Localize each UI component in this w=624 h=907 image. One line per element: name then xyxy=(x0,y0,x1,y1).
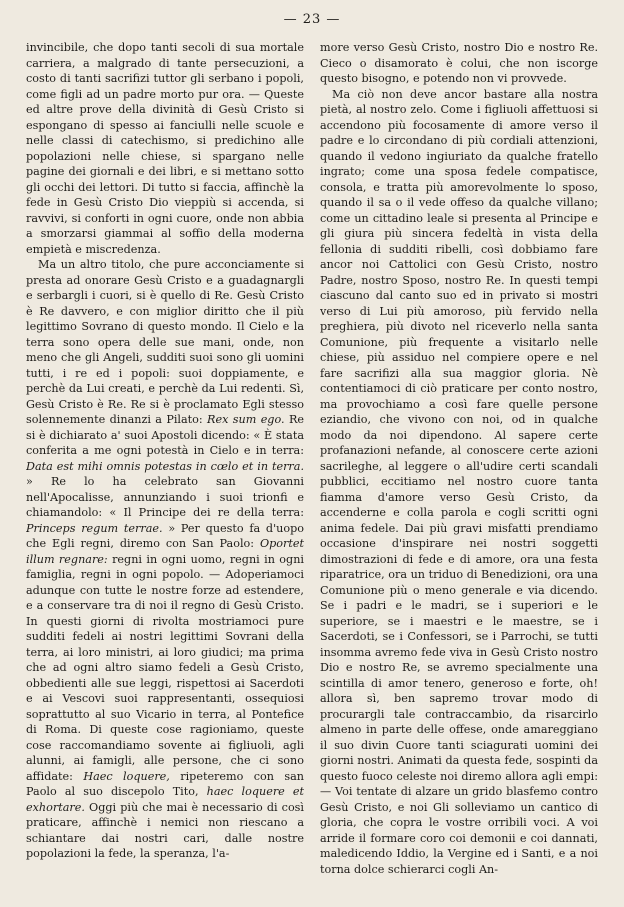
text-run: regni in ogni uomo, regni in ogni famiglia, regni in ogni popolo. — Adoperiamoci adunque con tutte le nostre forze ad estendere, e a conservare tra di noi il regno di Gesù Cristo. In questi giorni di rivolta mostriamoci pure sudditi fedeli ai nostri legittimi Sovrani della terra, ai loro ministri, ai loro giudici; ma prima che ad ogni altro siamo fedeli a Gesù Cristo, obbedienti alle sue leggi, rispettosi ai Sacerdoti e ai Vescovi suoi rappresentanti, ossequiosi soprattutto al suo Vicario in terra, al Pontefice di Roma. Di queste cose ragioniamo, queste cose raccomandiamo sovente ai figliuoli, agli alunni, ai famigli, alle persone, che ci sono affidate: xyxy=(26,552,304,783)
text-run: Ma ciò non deve ancor bastare alla nostra pietà, al nostro zelo. Come i figliuoli affettuosi si accendono più focosamente di amore verso il padre e lo circondano di più cordiali attenzioni, quando il vedono ingiuriato da qualche fratello ingrato; come una sposa fedele compatisce, consola, e tratta più amorevolmente lo sposo, quando il sa o il vede offeso da qualche villano; come un cittadino leale si presenta al Principe e gli giura più sincera fedeltà in vista della fellonia di sudditi ribelli, così dobbiamo fare ancor noi Cattolici con Gesù Cristo, nostro Padre, nostro Sposo, nostro Re. In questi tempi ciascuno dal canto suo ed in privato si mostri verso di Lui più amoroso, più fervido nella preghiera, più divoto nel riceverlo nella santa Comunione, più frequente a visitarlo nelle chiese, più assiduo nel compiere opere e nel fare sacrifizi alla sua maggior gloria. Nè contentiamoci di ciò praticare per conto nostro, ma provochiamo a così fare quelle persone eziandio, che vivono con noi, od in qualche modo da noi dipendono. Al sapere certe profanazioni nefande, al conoscere certe azioni sacrileghe, al leggere o all'udire certi scandali pubblici, eccitiamo nel nostro cuore tanta fiamma d'amore verso Gesù Cristo, da accenderne e colla parola e cogli scritti ogni anima fedele. Dai più gravi misfatti prendiamo occasione d'inspirare nei nostri soggetti dimostrazioni di fede e di amore, ora una festa riparatrice, ora un triduo di Benedizioni, ora una Comunione più o meno generale e via dicendo. Se i padri e le madri, se i superiori e le superiore, se i maestri e le maestre, se i Sacerdoti, se i Confessori, se i Parrochi, se tutti insomma avremo fede viva in Gesù Cristo nostro Dio e nostro Re, se avremo specialmente una scintilla di amor tenero, generoso e forte, oh! allora sì, ben sapremo trovar modo di procurargli tale contraccambio, da risarcirlo almeno in parte delle offese, onde amareggiano il suo divin Cuore tanti sciagurati uomini dei giorni nostri. Animati da questa fede, sospinti da questo fuoco celeste noi diremo allora agli empi: — Voi tentate di alzare un grido blasfemo contro Gesù Cristo, e noi Gli solleviamo un cantico di gloria, che copra le vostre orribili voci. A voi arride il formare coro coi demonii e coi dannati, maledicendo Iddio, la Vergine ed i Santi, e a noi torna dolce schierarci cogli An- xyxy=(320,87,598,876)
latin-quotation: haec loquere et exhortare. xyxy=(26,785,304,814)
paragraph xyxy=(26,40,304,257)
paragraph xyxy=(320,87,598,878)
paragraph xyxy=(320,40,598,87)
latin-quotation: Haec loquere, xyxy=(83,769,170,783)
text-run: more verso Gesù Cristo, nostro Dio e nostro Re. Cieco o disamorato è colui, che non iscorge questo bisogno, e potendo non vi provvede. xyxy=(320,41,598,85)
text-columns xyxy=(26,40,598,892)
text-run: Ma un altro titolo, che pure acconciamente si presta ad onorare Gesù Cristo e a guadagnargli e serbargli i cuori, si è quello di Re. Gesù Cristo è Re davvero, e con miglior diritto che il più legittimo Sovrano di questo mondo. Il Cielo e la terra sono opera delle sue mani, onde, non meno che gli Angeli, sudditi suoi sono gli uomini tutti, i re ed i popoli: suoi doppiamente, e perchè da Lui creati, e perchè da Lui redenti. Sì, Gesù Cristo è Re. Re si è proclamato Egli stesso solennemente dinanzi a Pilato: xyxy=(26,258,304,426)
text-run: ripeteremo con san Paolo al suo discepolo Tito, xyxy=(26,769,304,798)
text-run: Oggi più che mai è necessario di così praticare, affinchè i nemici non riescano a schiantare dai nostri cari, dalle nostre popolazioni la fede, la speranza, l'a- xyxy=(26,800,304,860)
text-run: invincibile, che dopo tanti secoli di sua mortale carriera, a malgrado di tante persecuzioni, a costo di tanti sacrifizi tuttor gli serbano i popoli, come figli ad un padre morto pur ora. — Queste ed altre prove della divinità di Gesù Cristo si espongano di spesso ai fanciulli nelle scuole e nelle classi di catechismo, si predichino alle popolazioni nelle chiese, si spargano nelle pagine dei giornali e dei libri, e si mettano sotto gli occhi dei lettori. Di tutto si faccia, affinchè la fede in Gesù Cristo Dio vieppiù si accenda, si ravvivi, si conforti in ogni cuore, onde non abbia a smorzarsi giammai al soffio della moderna empietà e miscredenza. xyxy=(26,41,304,256)
latin-quotation: Oportet illum regnare: xyxy=(26,537,304,566)
latin-quotation: Data est mihi omnis potestas in cœlo et in terra. xyxy=(26,459,304,473)
left-column xyxy=(26,40,304,892)
text-run: » Per questo fa d'uopo che Egli regni, diremo con San Paolo: xyxy=(26,521,304,550)
text-run: Re si è dichiarato a' suoi Apostoli dicendo: « È stata conferita a me ogni potestà in Cielo e in terra: xyxy=(26,413,304,457)
latin-quotation: Princeps regum terrae. xyxy=(26,521,163,535)
latin-quotation: Rex sum ego. xyxy=(207,413,285,426)
right-column xyxy=(320,40,598,892)
text-run: » Re lo ha celebrato san Giovanni nell'Apocalisse, annunziando i suoi trionfi e chiamandolo: « Il Principe dei re della terra: xyxy=(26,475,304,519)
page-number: — 23 — xyxy=(283,12,341,27)
paragraph xyxy=(26,257,304,862)
